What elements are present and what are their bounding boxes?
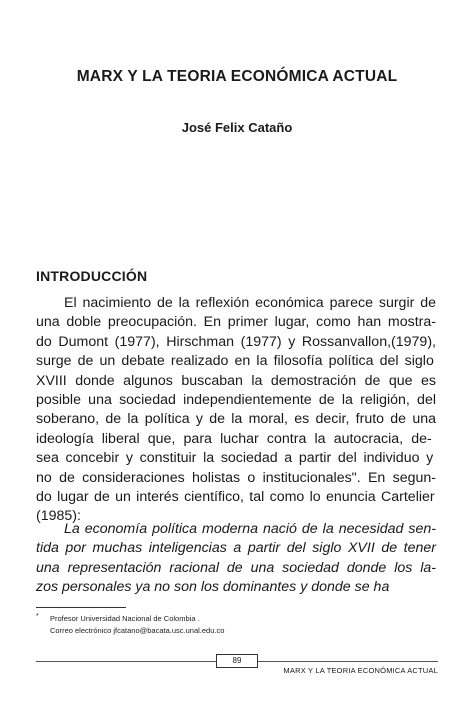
section-heading: INTRODUCCIÓN [36, 268, 148, 284]
article-title: MARX Y LA TEORIA ECONÓMICA ACTUAL [76, 68, 398, 85]
paragraph-line: soberano, de la política y de la moral, es decir, fruto de una [36, 411, 436, 428]
paragraph-line: no de consideraciones holistas o institucionales". En segun- [36, 469, 436, 486]
paragraph-line: do Dumont (1977), Hirschman (1977) y Rossanvallon,(1979), [36, 333, 436, 350]
paragraph-line: sea concebir y constituir la sociedad a partir del individuo y [36, 450, 434, 467]
quote-line: zos personales ya no son los dominantes y donde se ha [36, 579, 390, 596]
article-author: José Felix Cataño [181, 120, 293, 135]
quote-line: La economía política moderna nació de la necesidad sen- [64, 521, 436, 537]
footnote-email: Correo electrónico jfcatano@bacata.usc.unal.edu.co [50, 626, 225, 635]
footnote-marker: * [36, 613, 39, 620]
paragraph-line: ideología liberal que, para luchar contra la autocracia, de- [36, 430, 432, 447]
block-quote [36, 520, 436, 598]
page-number: 89 [216, 654, 258, 668]
running-head: MARX Y LA TEORIA ECONÓMICA ACTUAL [283, 666, 438, 675]
footnote-divider [36, 607, 126, 608]
intro-paragraph [36, 294, 436, 527]
quote-line: una representación racional de una sociedad donde los la- [36, 559, 436, 576]
paragraph-line: El nacimiento de la reflexión económica parece surgir de [64, 295, 436, 311]
paragraph-line: (1985): [36, 508, 81, 525]
quote-line: tida por muchas inteligencias a partir del siglo XVII de tener [36, 540, 436, 557]
footnote-affiliation: Profesor Universidad Nacional de Colombia . [50, 614, 200, 623]
paragraph-line: posible una sociedad independientemente de la religión, del [36, 392, 436, 409]
paragraph-line: XVIII donde algunos buscaban la demostración de que es [36, 372, 436, 389]
footnote [36, 613, 224, 637]
paragraph-line: surge de un debate realizado en la filosofía política del siglo [36, 353, 434, 370]
paragraph-line: do lugar de un interés científico, tal como lo enuncia Cartelier [36, 489, 435, 506]
paragraph-line: una doble preocupación. En primer lugar, como han mostra- [36, 314, 436, 331]
